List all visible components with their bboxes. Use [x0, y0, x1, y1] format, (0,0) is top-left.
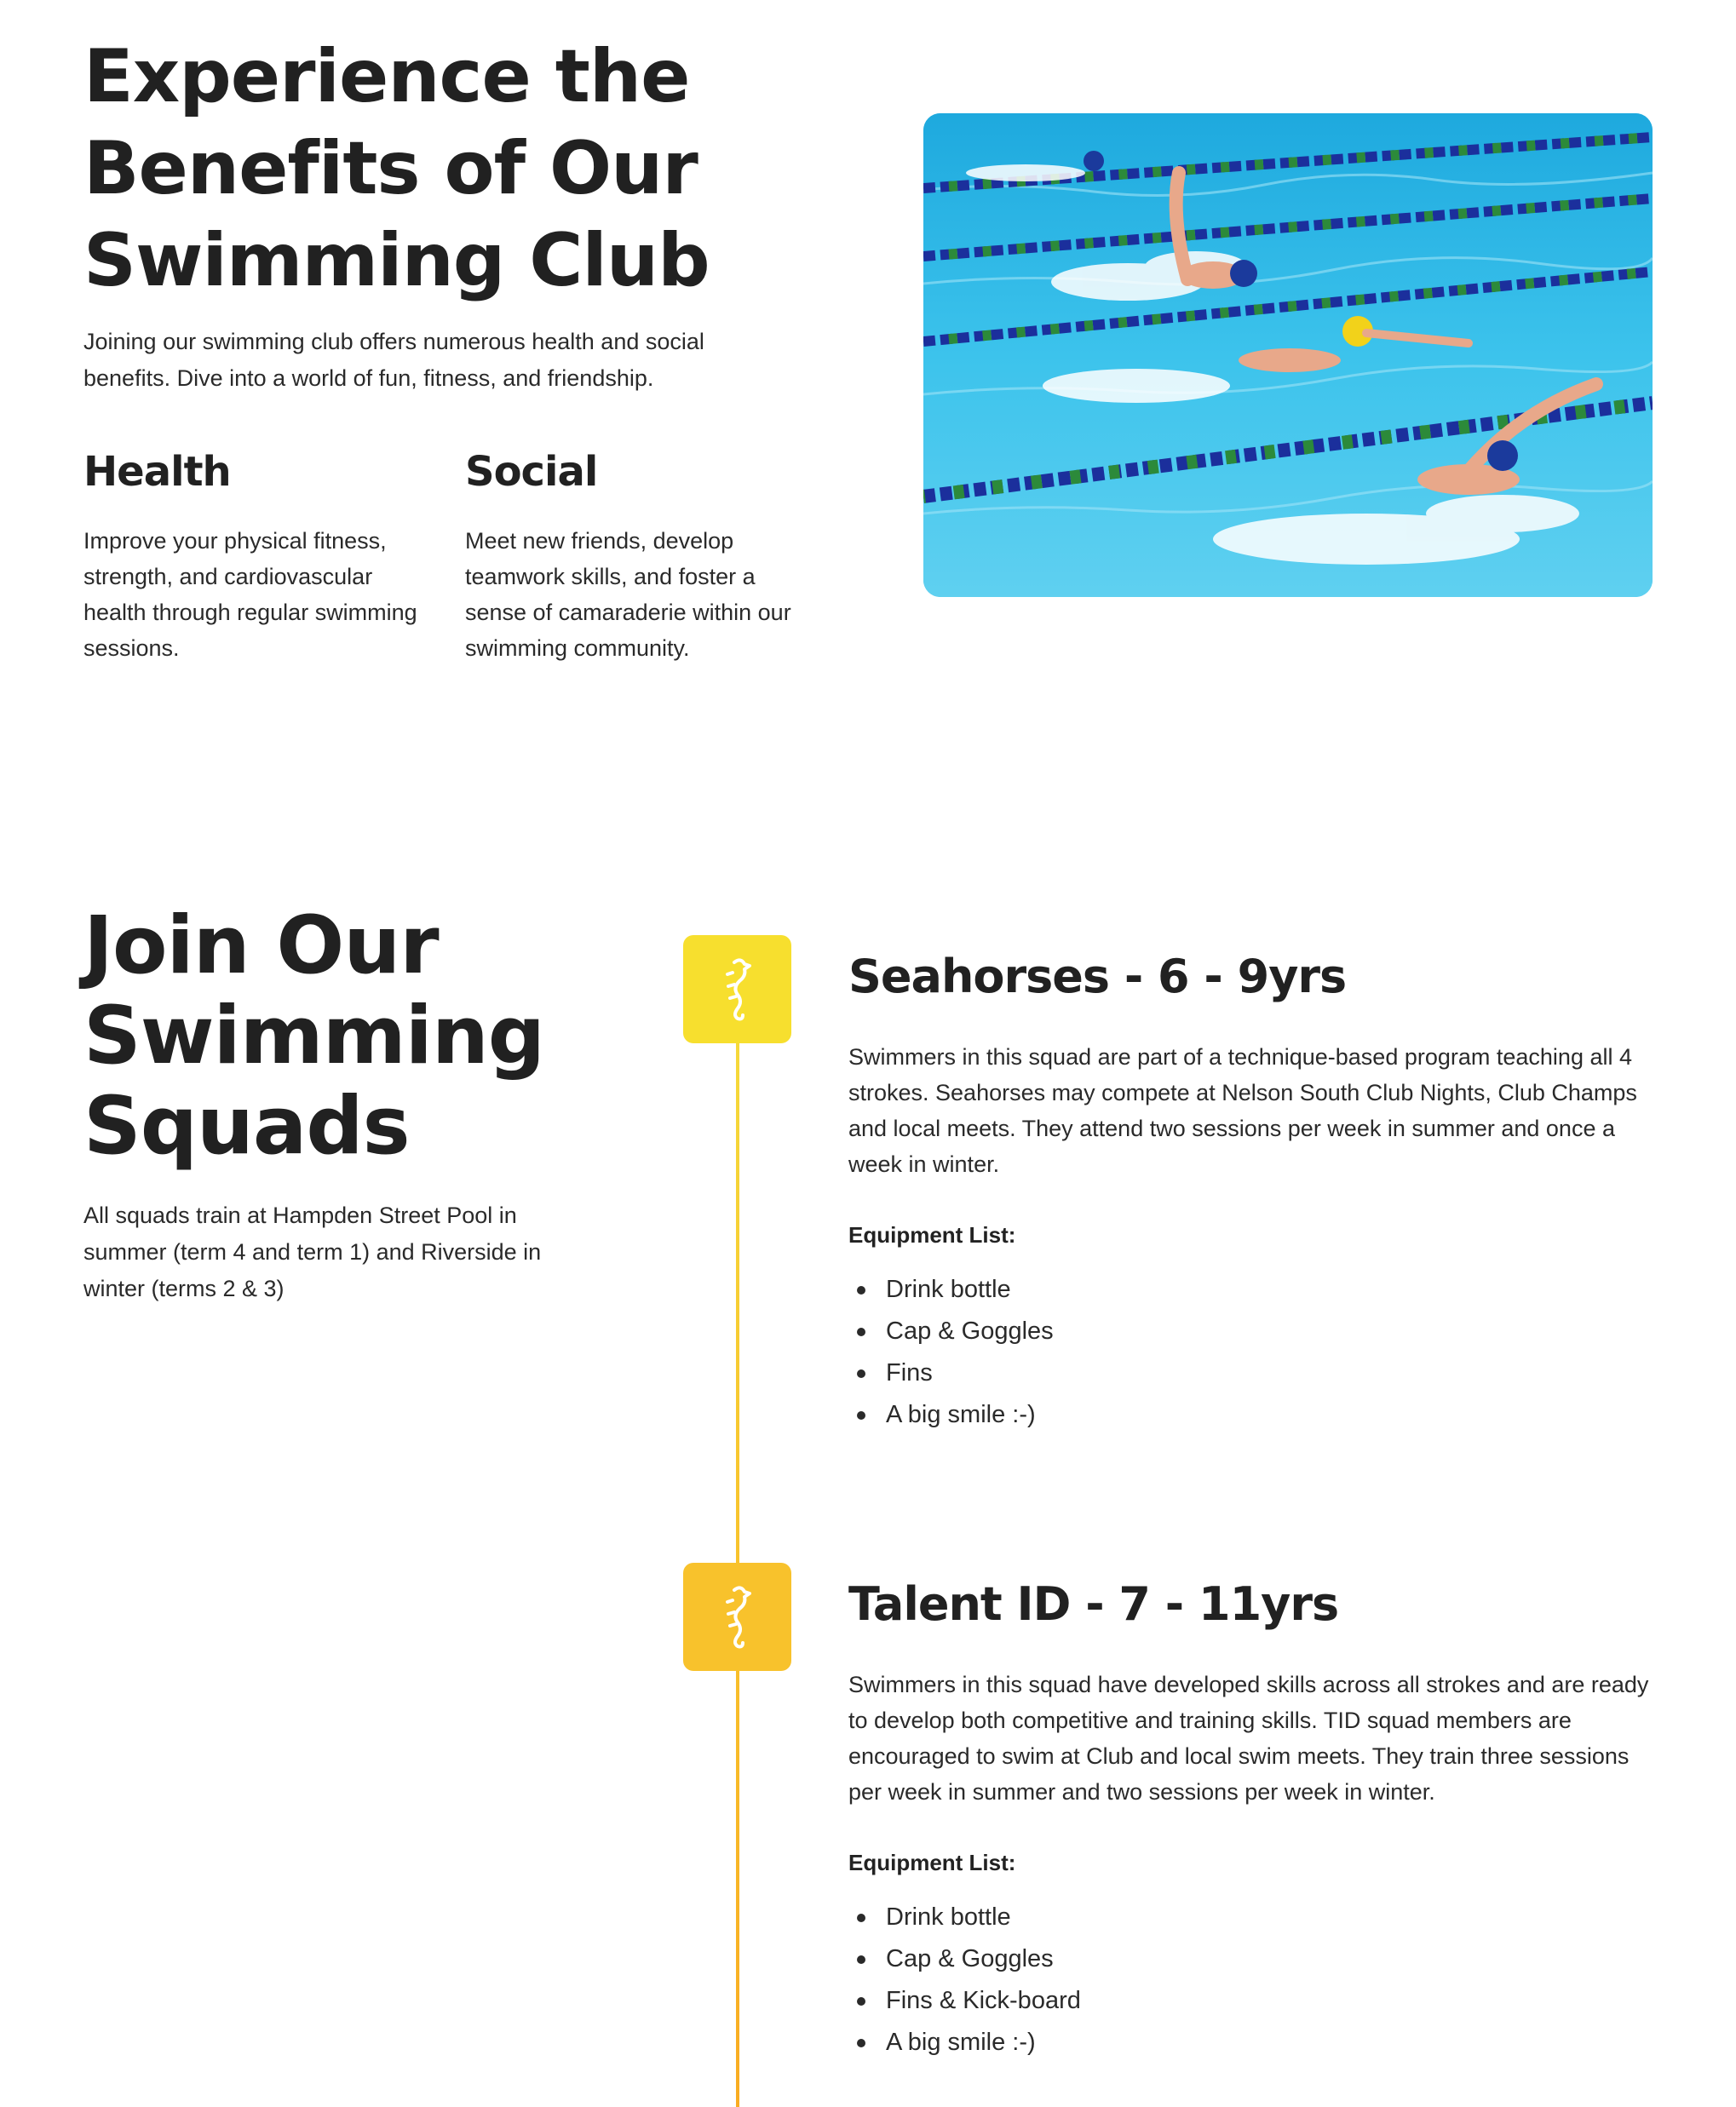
bullet-icon [857, 1411, 865, 1420]
equipment-list [848, 1269, 1666, 1436]
squad-name: Seahorses - 6 - 9yrs [848, 950, 1347, 1003]
swimmers-pool-photo [923, 113, 1653, 597]
equipment-item: Cap & Goggles [886, 1945, 1054, 1972]
squad-description: Swimmers in this squad have developed skills across all strokes and are ready to develop both competitive and training skills. TID squad members are encouraged to swim at Club and local swim meets. They train three sessions per week in summer and two sessions per week in winter. [848, 1672, 1649, 1805]
equipment-item: Fins & Kick-board [886, 1987, 1081, 2014]
squads-title: Join Our Swimming Squads [83, 899, 545, 1173]
equipment-item: Cap & Goggles [886, 1318, 1054, 1345]
seahorse-icon [721, 956, 755, 1024]
benefit-heading: Health [83, 448, 231, 496]
benefit-text: Improve your physical fitness, strength, and cardiovascular health through regular swimming sessions. [83, 528, 417, 661]
bullet-icon [857, 1328, 865, 1336]
squad-talent-id [848, 1575, 1666, 2064]
pool-illustration [923, 113, 1653, 597]
list-item [848, 1352, 1666, 1394]
bullet-icon [857, 1997, 865, 2006]
list-item [848, 1897, 1666, 1938]
squad-badge [683, 1563, 791, 1671]
bullet-icon [857, 1914, 865, 1922]
squad-badge [683, 935, 791, 1043]
bullet-icon [857, 1955, 865, 1964]
benefit-text: Meet new friends, develop teamwork skills, and foster a sense of camaraderie within our swimming community. [465, 528, 791, 661]
squad-description: Swimmers in this squad are part of a technique-based program teaching all 4 strokes. Seahorses may compete at Nelson South Club Nights, Club Champs and local meets. They attend two sessions per week in summer and once a week in winter. [848, 1044, 1637, 1177]
equipment-label: Equipment List: [848, 1850, 1016, 1875]
squad-seahorses [848, 947, 1666, 1436]
benefit-health [83, 446, 441, 666]
seahorse-icon [721, 1583, 755, 1651]
benefits-intro: Joining our swimming club offers numerous health and social benefits. Dive into a world of fun, fitness, and friendship. [83, 329, 704, 391]
bullet-icon [857, 2039, 865, 2047]
squad-name: Talent ID - 7 - 11yrs [848, 1577, 1339, 1631]
benefits-title: Experience the Benefits of Our Swimming Club [83, 34, 710, 303]
equipment-list [848, 1897, 1666, 2064]
equipment-item: Drink bottle [886, 1903, 1011, 1931]
squads-intro: All squads train at Hampden Street Pool in summer (term 4 and term 1) and Riverside in winter (terms 2 & 3) [83, 1203, 542, 1301]
list-item [848, 1980, 1666, 2022]
list-item [848, 2022, 1666, 2064]
list-item [848, 1269, 1666, 1311]
benefit-social [465, 446, 823, 666]
list-item [848, 1311, 1666, 1352]
bullet-icon [857, 1369, 865, 1378]
bullet-icon [857, 1286, 865, 1295]
equipment-item: A big smile :-) [886, 2029, 1036, 2056]
list-item [848, 1938, 1666, 1980]
list-item [848, 1394, 1666, 1436]
equipment-item: Fins [886, 1359, 933, 1386]
equipment-label: Equipment List: [848, 1222, 1016, 1248]
benefit-heading: Social [465, 448, 598, 496]
equipment-item: A big smile :-) [886, 1401, 1036, 1428]
equipment-item: Drink bottle [886, 1276, 1011, 1303]
